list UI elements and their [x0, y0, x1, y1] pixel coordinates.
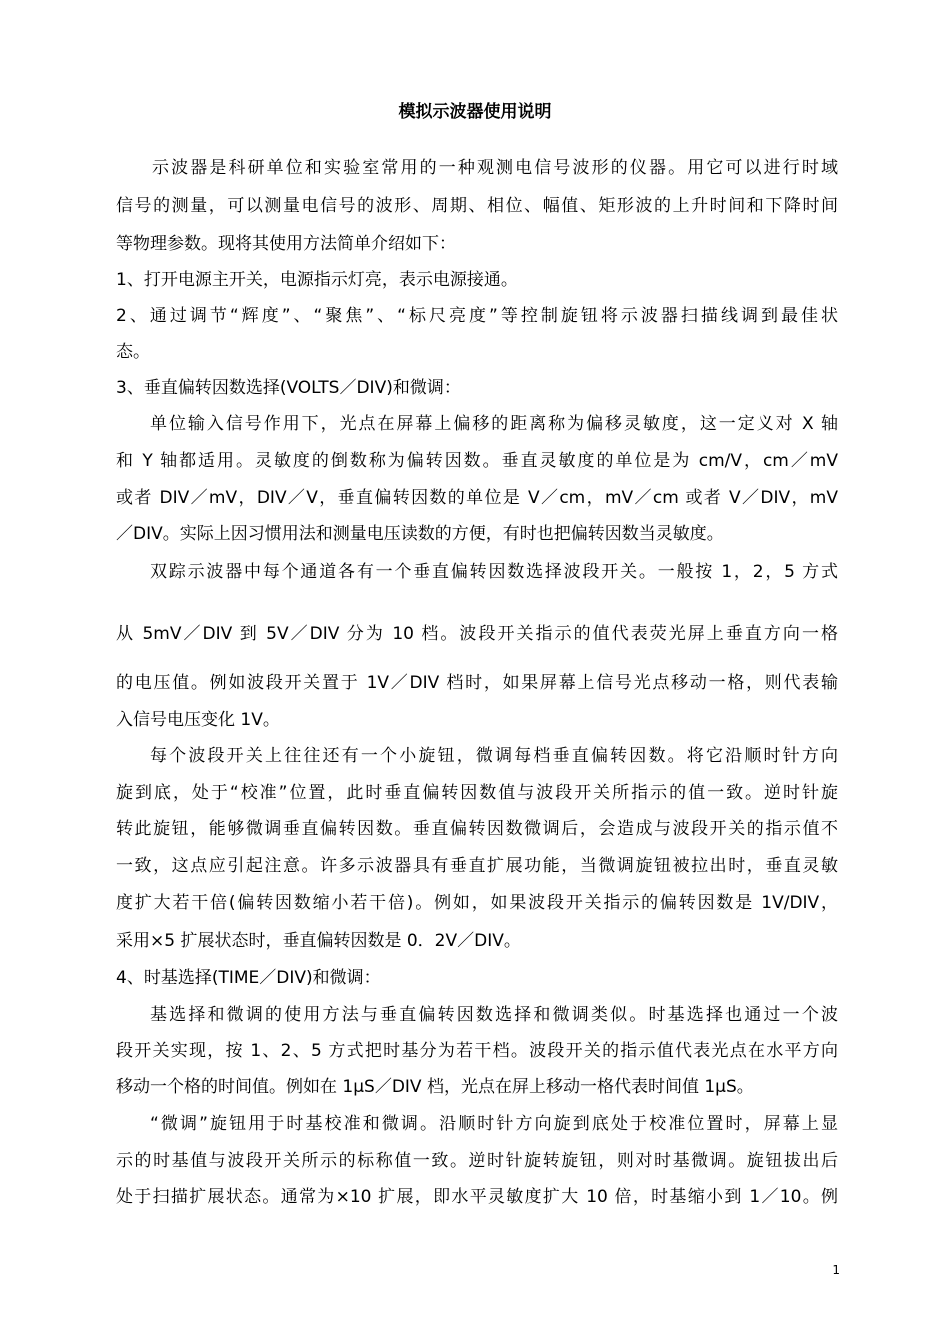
paragraph-line: 采用×5 扩展状态时，垂直偏转因数是 0．2V／DIV。 — [116, 931, 521, 951]
paragraph-line: 入信号电压变化 1V。 — [116, 710, 280, 730]
paragraph-line: 单位输入信号作用下，光点在屏幕上偏移的距离称为偏移灵敏度，这一定义对 X 轴 — [150, 414, 838, 434]
paragraph-line: 处于扫描扩展状态。通常为×10 扩展，即水平灵敏度扩大 10 倍，时基缩小到 1／10。例 — [116, 1187, 838, 1207]
paragraph-line: 移动一个格的时间值。例如在 1μS／DIV 档，光点在屏上移动一格代表时间值 1μS。 — [116, 1077, 754, 1097]
section-heading-4: 4、时基选择(TIME／DIV)和微调： — [116, 968, 381, 988]
paragraph-line: 基选择和微调的使用方法与垂直偏转因数选择和微调类似。时基选择也通过一个波 — [150, 1005, 838, 1025]
paragraph-line: 从 5mV／DIV 到 5V／DIV 分为 10 档。波段开关指示的值代表荧光屏上垂直方向一格 — [116, 624, 838, 644]
page-number: 1 — [832, 1263, 840, 1277]
paragraph-line: 示的时基值与波段开关所示的标称值一致。逆时针旋转旋钮，则对时基微调。旋钮拔出后 — [116, 1151, 838, 1171]
list-item-2: 2、通过调节“辉度”、“聚焦”、“标尺亮度”等控制旋钮将示波器扫描线调到最佳状 — [116, 306, 838, 326]
list-item-1: 1、打开电源主开关，电源指示灯亮，表示电源接通。 — [116, 270, 518, 290]
paragraph-line: 每个波段开关上往往还有一个小旋钮，微调每档垂直偏转因数。将它沿顺时针方向 — [150, 746, 838, 766]
document-title: 模拟示波器使用说明 — [398, 102, 552, 122]
paragraph-line: 等物理参数。现将其使用方法简单介绍如下： — [116, 234, 456, 254]
paragraph-line: 旋到底，处于“校准”位置，此时垂直偏转因数值与波段开关所指示的值一致。逆时针旋 — [116, 783, 838, 803]
paragraph-line: 或者 DIV／mV，DIV／V，垂直偏转因数的单位是 V／cm，mV／cm 或者 V／DIV，mV — [116, 488, 838, 508]
paragraph-line: 的电压值。例如波段开关置于 1V／DIV 档时，如果屏幕上信号光点移动一格，则代表输 — [116, 673, 838, 693]
paragraph-line: 和 Y 轴都适用。灵敏度的倒数称为偏转因数。垂直灵敏度的单位是为 cm/V，cm／mV — [116, 451, 838, 471]
paragraph-line: 转此旋钮，能够微调垂直偏转因数。垂直偏转因数微调后，会造成与波段开关的指示值不 — [116, 819, 838, 839]
paragraph-line: “微调”旋钮用于时基校准和微调。沿顺时针方向旋到底处于校准位置时，屏幕上显 — [150, 1114, 838, 1134]
paragraph-line: 度扩大若干倍(偏转因数缩小若干倍)。例如，如果波段开关指示的偏转因数是 1V/DIV， — [116, 893, 838, 913]
paragraph-line: 一致，这点应引起注意。许多示波器具有垂直扩展功能，当微调旋钮被拉出时，垂直灵敏 — [116, 856, 838, 876]
paragraph-line: 双踪示波器中每个通道各有一个垂直偏转因数选择波段开关。一般按 1，2，5 方式 — [150, 562, 838, 582]
paragraph-line: 段开关实现，按 1、2、5 方式把时基分为若干档。波段开关的指示值代表光点在水平方向 — [116, 1041, 838, 1061]
paragraph-line: 信号的测量，可以测量电信号的波形、周期、相位、幅值、矩形波的上升时间和下降时间 — [116, 196, 838, 216]
paragraph-line: 态。 — [116, 342, 150, 362]
paragraph-line: 示波器是科研单位和实验室常用的一种观测电信号波形的仪器。用它可以进行时域 — [152, 158, 838, 178]
paragraph-line: ／DIV。实际上因习惯用法和测量电压读数的方便，有时也把偏转因数当灵敏度。 — [116, 524, 724, 544]
section-heading-3: 3、垂直偏转因数选择(VOLTS／DIV)和微调： — [116, 378, 461, 398]
